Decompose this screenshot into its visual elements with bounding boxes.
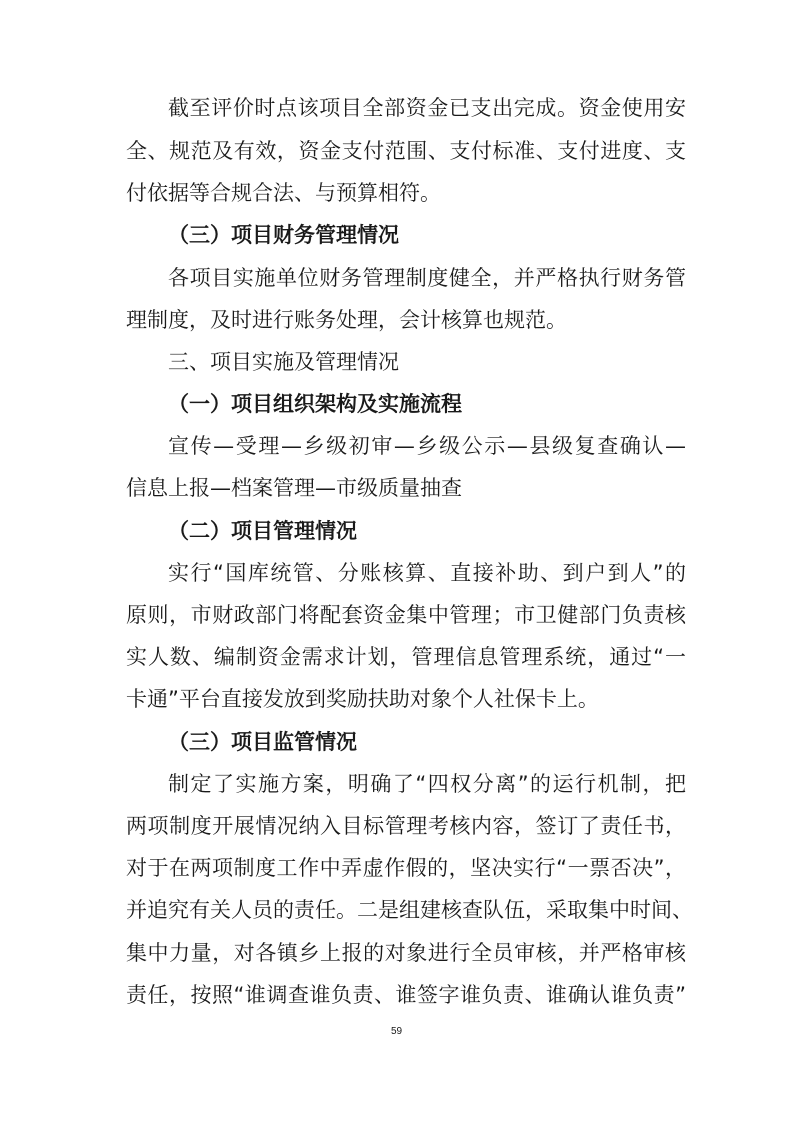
- heading-finance-management: （三）项目财务管理情况: [168, 223, 399, 247]
- paragraph-funds-line-2: 全、规范及有效，资金支付范围、支付标准、支付进度、支: [126, 139, 686, 163]
- paragraph-management-line-3: 实人数、编制资金需求计划，管理信息管理系统，通过“一: [126, 645, 686, 669]
- paragraph-process-line-1: 宣传—受理—乡级初审—乡级公示—县级复查确认—: [168, 434, 686, 458]
- page-number: 59: [390, 1026, 403, 1037]
- paragraph-funds-line-3: 付依据等合规合法、与预算相符。: [126, 181, 441, 205]
- paragraph-finance-line-1: 各项目实施单位财务管理制度健全，并严格执行财务管: [168, 266, 686, 290]
- paragraph-supervision-line-2: 两项制度开展情况纳入目标管理考核内容，签订了责任书，: [126, 814, 686, 838]
- heading-supervision: （三）项目监管情况: [168, 730, 357, 754]
- paragraph-funds-line-1: 截至评价时点该项目全部资金已支出完成。资金使用安: [168, 96, 686, 120]
- paragraph-management-line-4: 卡通”平台直接发放到奖励扶助对象个人社保卡上。: [126, 687, 599, 711]
- paragraph-management-line-2: 原则，市财政部门将配套资金集中管理；市卫健部门负责核: [126, 603, 686, 627]
- section-three-title: 三、项目实施及管理情况: [168, 350, 399, 374]
- paragraph-supervision-line-6: 责任，按照“谁调查谁负责、谁签字谁负责、谁确认谁负责”: [126, 983, 686, 1007]
- paragraph-process-line-2: 信息上报—档案管理—市级质量抽查: [126, 476, 462, 500]
- paragraph-management-line-1: 实行“国库统管、分账核算、直接补助、到户到人”的: [168, 561, 686, 585]
- heading-organization: （一）项目组织架构及实施流程: [168, 392, 462, 416]
- paragraph-finance-line-2: 理制度，及时进行账务处理，会计核算也规范。: [126, 308, 567, 332]
- paragraph-supervision-line-3: 对于在两项制度工作中弄虚作假的，坚决实行“一票否决”，: [126, 856, 686, 880]
- paragraph-supervision-line-4: 并追究有关人员的责任。二是组建核查队伍，采取集中时间、: [126, 898, 693, 922]
- paragraph-supervision-line-1: 制定了实施方案，明确了“四权分离”的运行机制，把: [168, 772, 686, 796]
- paragraph-supervision-line-5: 集中力量，对各镇乡上报的对象进行全员审核，并严格审核: [126, 941, 686, 965]
- heading-project-management: （二）项目管理情况: [168, 519, 357, 543]
